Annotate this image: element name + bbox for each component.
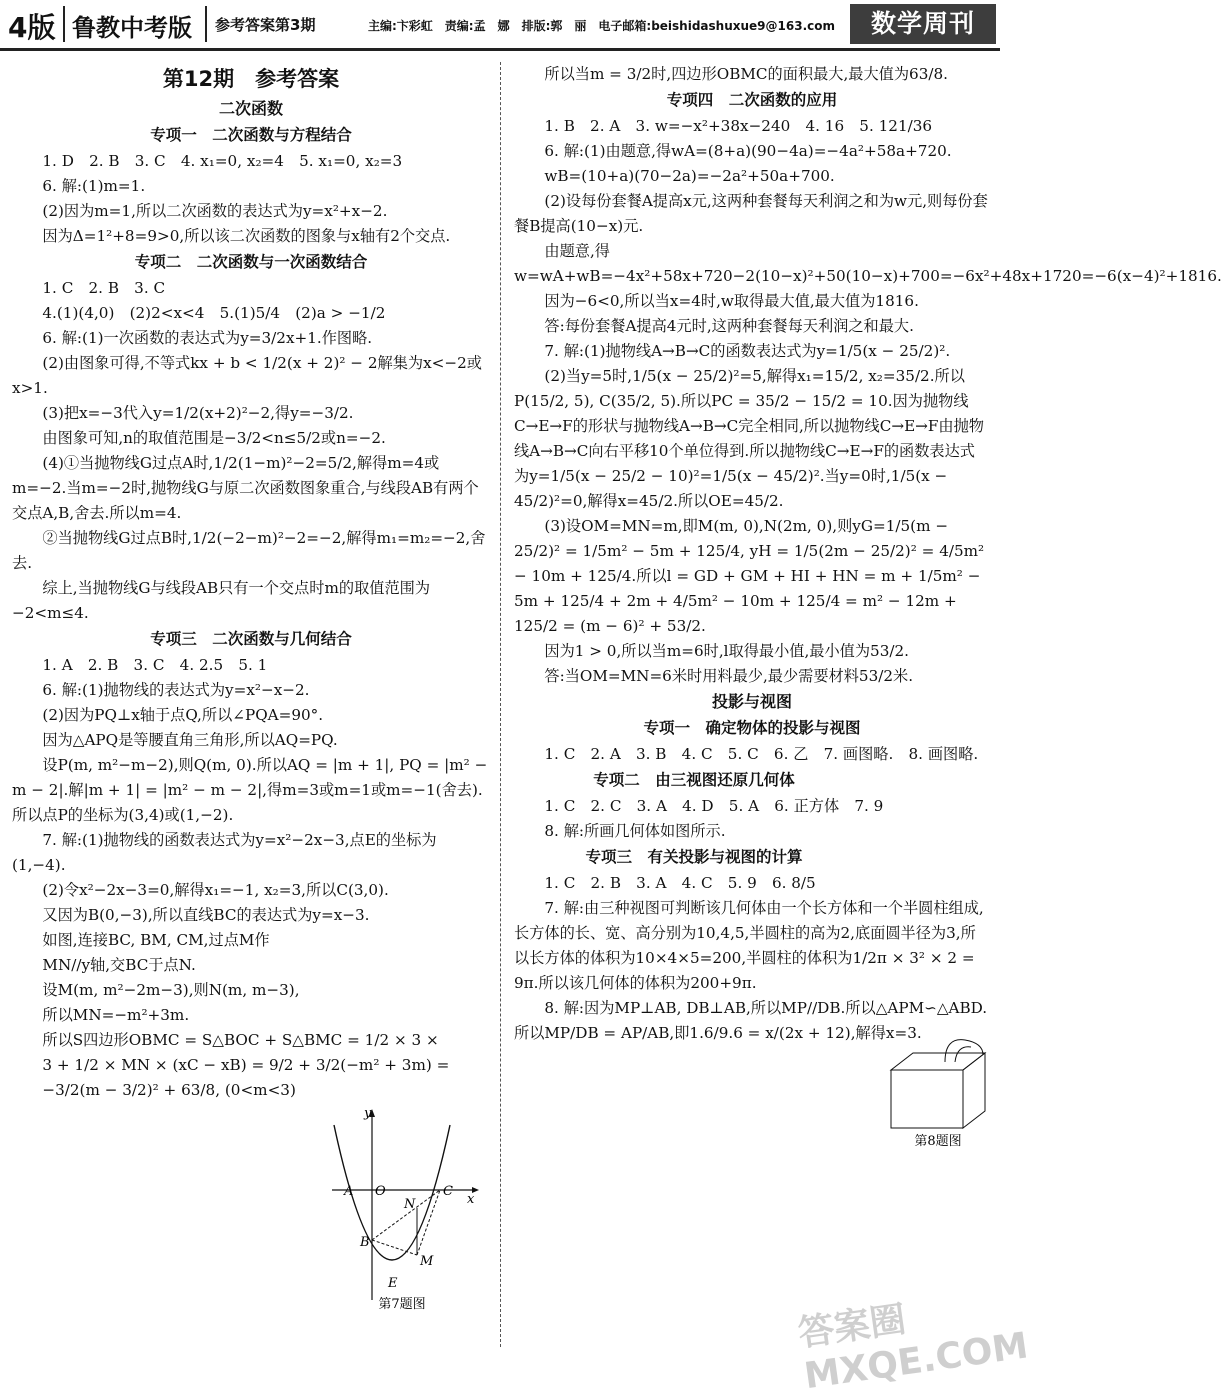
column-divider xyxy=(500,62,501,1347)
line-cm xyxy=(417,1190,440,1255)
right-column xyxy=(514,62,1222,1046)
page-header xyxy=(0,0,1000,48)
answer-line: −3/2(m − 3/2)² + 63/8, (0<m<3) xyxy=(42,1081,296,1099)
answer-line: (4)①当抛物线G过点A时,1/2(1−m)²−2=5/2,解得m=4或m=−2.当m=−2时,抛物线G与原二次函数图象重合,与线段AB有两个交点A,B,舍去.所以m=4. xyxy=(12,454,479,522)
section-heading: 专项二 由三视图还原几何体 xyxy=(593,771,795,789)
answer-block xyxy=(514,871,990,1046)
answer-line: 6. 解:(1)由题意,得wA=(8+a)(90−4a)=−4a²+58a+720. xyxy=(544,142,952,160)
answer-line: (3)设OM=MN=m,即M(m, 0),N(2m, 0),则yG=1/5(m − 25/2)² = 1/5m² − 5m + 125/4, yH = 1/5(2m − 25/2)² = 4/5m² − 10m + 125/4.所以l = GD + GM + HI + HN = m + 1/5m² − 5m + 125/4 + 2m + 4/5m² − 10m + 125/4 = m² − 12m + 125/2 = (m − 6)² + 53/2. xyxy=(514,517,985,635)
point-b-label: B xyxy=(360,1235,370,1250)
answer-line: 6. 解:(1)抛物线的表达式为y=x²−x−2. xyxy=(42,681,310,699)
answer-line: (2)令x²−2x−3=0,解得x₁=−1, x₂=3,所以C(3,0). xyxy=(42,881,389,899)
edition-label: 鲁教中考版 xyxy=(72,14,192,42)
subject-heading: 二次函数 xyxy=(218,99,283,118)
answer-line: 1. C 2. A 3. B 4. C 5. C 6. 乙 7. 画图略. 8. 画图略. xyxy=(544,745,979,763)
section-heading: 专项一 确定物体的投影与视图 xyxy=(643,719,861,737)
point-m-label: M xyxy=(420,1254,434,1269)
section-heading: 专项三 有关投影与视图的计算 xyxy=(585,848,803,866)
answer-line: 1. C 2. C 3. A 4. D 5. A 6. 正方体 7. 9 xyxy=(544,797,884,815)
answer-line: 8. 解:因为MP⊥AB, DB⊥AB,所以MP//DB.所以△APM∽△ABD.所以MP/DB = AP/AB,即1.6/9.6 = x/(2x + 12),解得x=3. xyxy=(514,999,988,1042)
answer-line: 1. A 2. B 3. C 4. 2.5 5. 1 xyxy=(42,656,268,674)
section-heading: 专项三 二次函数与几何结合 xyxy=(150,630,352,648)
left-column xyxy=(12,62,490,1103)
answer-line: wB=(10+a)(70−2a)=−2a²+50a+700. xyxy=(544,167,835,185)
answer-line: (2)因为m=1,所以二次函数的表达式为y=x²+x−2. xyxy=(42,202,388,220)
answer-block xyxy=(12,276,490,626)
answer-line: 4.(1)(4,0) (2)2<x<4 5.(1)5/4 (2)a > −1/2 xyxy=(42,304,386,322)
figure-7-parabola xyxy=(322,1105,482,1315)
answer-line: 如图,连接BC, BM, CM,过点M作 xyxy=(42,931,270,949)
answer-line: 因为△APQ是等腰直角三角形,所以AQ=PQ. xyxy=(42,731,338,749)
answer-line: 7. 解:(1)抛物线的函数表达式为y=x²−2x−3,点E的坐标为(1,−4). xyxy=(12,831,437,874)
answer-line: (2)因为PQ⊥x轴于点Q,所以∠PQA=90°. xyxy=(42,706,324,724)
answer-line: MN//y轴,交BC于点N. xyxy=(42,956,196,974)
answer-block xyxy=(514,742,990,767)
answer-line: 所以MN=−m²+3m. xyxy=(42,1006,190,1024)
answer-line: 设P(m, m²−m−2),则Q(m, 0).所以AQ = |m + 1|, PQ = |m² − m − 2|.解|m + 1| = |m² − m − 2|,得m=3或m=1或m=−1(舍去).所以点P的坐标为(3,4)或(1,−2). xyxy=(12,756,488,824)
subject-heading: 投影与视图 xyxy=(711,692,792,711)
point-o-label: O xyxy=(375,1184,386,1199)
section-heading: 专项一 二次函数与方程结合 xyxy=(150,126,352,144)
answer-line: 综上,当抛物线G与线段AB只有一个交点时m的取值范围为−2<m≤4. xyxy=(12,579,431,622)
answer-line: 7. 解:由三种视图可判断该几何体由一个长方体和一个半圆柱组成,长方体的长、宽、高分别为10,4,5,半圆柱的高为2,底面圆半径为3,所以长方体的体积为10×4×5=200,半圆柱的体积为1/2π × 3² × 2 = 9π.所以该几何体的体积为200+9π. xyxy=(514,899,984,992)
point-n-label: N xyxy=(404,1197,416,1212)
answer-block xyxy=(12,149,490,249)
answer-line: 答:每份套餐A提高4元时,这两种套餐每天利润之和最大. xyxy=(544,317,914,335)
point-e-label: E xyxy=(388,1276,398,1291)
section-heading: 专项四 二次函数的应用 xyxy=(666,91,838,109)
answer-line: 6. 解:(1)m=1. xyxy=(42,177,146,195)
box-top-face xyxy=(891,1053,985,1070)
section-heading: 专项二 二次函数与一次函数结合 xyxy=(134,253,368,271)
page-title: 第12期 参考答案 xyxy=(162,67,340,91)
answer-line: 1. D 2. B 3. C 4. x₁=0, x₂=4 5. x₁=0, x₂=3 xyxy=(42,152,403,170)
answer-line: (2)当y=5时,1/5(x − 25/2)²=5,解得x₁=15/2, x₂=35/2.所以P(15/2, 5), C(35/2, 5).所以PC = 35/2 − 15/2 = 10.因为抛物线C→E→F的形状与抛物线A→B→C完全相同,所以抛物线C→E→F由抛物线A→B→C向右平移10个单位得到.所以抛物线C→E→F的函数表达式为y=1/5(x − 25/2 − 10)²=1/5(x − 45/2)².当y=0时,1/5(x − 45/2)²=0,解得x=45/2.所以OE=45/2. xyxy=(514,367,984,510)
issue-label: 参考答案第3期 xyxy=(215,16,316,34)
answer-line: 答:当OM=MN=6米时用料最少,最少需要材料53/2米. xyxy=(544,667,914,685)
box-side-face xyxy=(963,1053,985,1128)
answer-line: 6. 解:(1)一次函数的表达式为y=3/2x+1.作图略. xyxy=(42,329,373,347)
answer-line: 又因为B(0,−3),所以直线BC的表达式为y=x−3. xyxy=(42,906,370,924)
watermark-logo: 答案圈 MXQE.COM xyxy=(795,1299,1031,1397)
answer-line: 8. 解:所画几何体如图所示. xyxy=(544,822,726,840)
header-rule xyxy=(0,48,1000,51)
version-label: 4版 xyxy=(8,11,56,44)
point-c-label: C xyxy=(443,1184,453,1199)
answer-block xyxy=(514,114,1222,689)
answer-line: 因为1 > 0,所以当m=6时,l取得最小值,最小值为53/2. xyxy=(544,642,909,660)
brand-logo: 数学周刊 xyxy=(850,4,996,44)
answer-line: 3 + 1/2 × MN × (xC − xB) = 9/2 + 3/2(−m² + 3m) = xyxy=(42,1056,450,1074)
answer-line: 1. C 2. B 3. C xyxy=(42,279,166,297)
point-a-label: A xyxy=(344,1184,354,1199)
answer-line: ②当抛物线G过点B时,1/2(−2−m)²−2=−2,解得m₁=m₂=−2,舍去. xyxy=(12,529,486,572)
answer-line: (2)由图象可得,不等式kx + b < 1/2(x + 2)² − 2解集为x<−2或x>1. xyxy=(12,354,482,397)
half-cylinder-inner xyxy=(955,1047,971,1062)
answer-line: 所以S四边形OBMC = S△BOC + S△BMC = 1/2 × 3 × xyxy=(42,1031,439,1049)
answer-line: 因为Δ=1²+8=9>0,所以该二次函数的图象与x轴有2个交点. xyxy=(42,227,451,245)
answer-line: 1. B 2. A 3. w=−x²+38x−240 4. 16 5. 121/36 xyxy=(544,117,933,135)
y-axis-label: y xyxy=(364,1106,372,1121)
answer-line: (2)设每份套餐A提高x元,这两种套餐每天利润之和为w元,则每份套餐B提高(10−x)元. xyxy=(514,192,988,235)
answer-line: 因为−6<0,所以当x=4时,w取得最大值,最大值为1816. xyxy=(544,292,919,310)
answer-line: 1. C 2. B 3. A 4. C 5. 9 6. 8/5 xyxy=(544,874,816,892)
answer-line: 由图象可知,n的取值范围是−3/2<n≤5/2或n=−2. xyxy=(42,429,386,447)
answer-line: 所以当m = 3/2时,四边形OBMC的面积最大,最大值为63/8. xyxy=(544,65,948,83)
box-front-face xyxy=(891,1070,963,1128)
answer-line: 由题意,得w=wA+wB=−4x²+58x+720−2(10−x)²+50(10−x)+700=−6x²+48x+1720=−6(x−4)²+1816. xyxy=(514,242,1222,285)
staff-credits: 主编:卞彩虹 责编:孟 娜 排版:郭 丽 电子邮箱:beishidashuxue9@163.com xyxy=(368,19,835,33)
figure-8-solid xyxy=(883,1035,993,1150)
answer-block xyxy=(12,653,490,1103)
figure-7-caption: 第7题图 xyxy=(378,1297,426,1312)
header-separator xyxy=(63,6,65,42)
answer-line: (3)把x=−3代入y=1/2(x+2)²−2,得y=−3/2. xyxy=(42,404,354,422)
figure-8-caption: 第8题图 xyxy=(914,1134,962,1149)
answer-line: 7. 解:(1)抛物线A→B→C的函数表达式为y=1/5(x − 25/2)². xyxy=(544,342,951,360)
answer-line: 设M(m, m²−2m−3),则N(m, m−3), xyxy=(42,981,300,999)
answer-block xyxy=(514,794,990,844)
header-separator xyxy=(205,6,207,42)
x-axis-label: x xyxy=(467,1192,475,1207)
